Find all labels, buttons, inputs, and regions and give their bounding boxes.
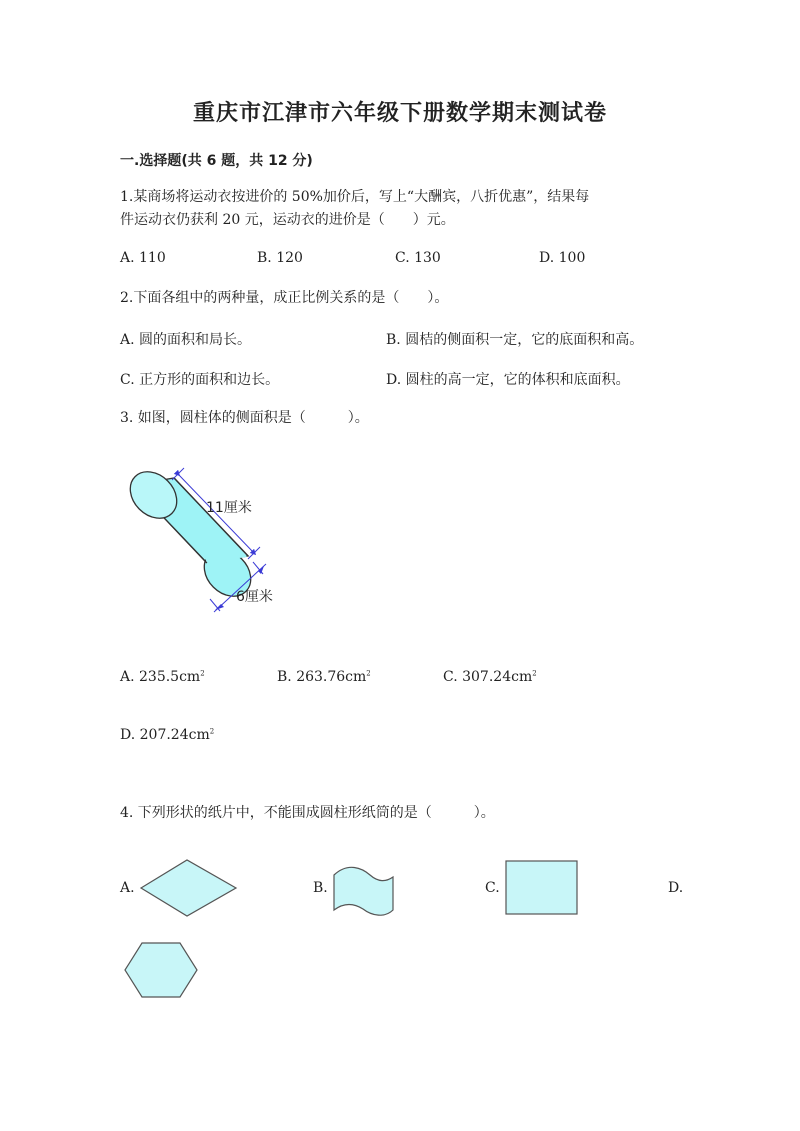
- page-title: 重庆市江津市六年级下册数学期末测试卷: [192, 101, 607, 126]
- q1-option-d[interactable]: D. 100: [539, 250, 586, 266]
- section-heading: 一.选择题(共 6 题，共 12 分): [120, 153, 313, 169]
- q1-option-c[interactable]: C. 130: [395, 250, 441, 266]
- question-4: 4. 下列形状的纸片中，不能围成圆柱形纸筒的是（ ）。: [120, 805, 495, 821]
- unit-superscript: 2: [532, 669, 537, 678]
- q4-option-d[interactable]: D.: [668, 880, 684, 896]
- unit-superscript: 2: [209, 727, 215, 736]
- q4-option-a[interactable]: A.: [120, 880, 135, 896]
- diameter-label: 6厘米: [236, 589, 273, 605]
- question-2: 2.下面各组中的两种量，成正比例关系的是（ ）。: [120, 290, 449, 306]
- q1-option-b[interactable]: B. 120: [257, 250, 303, 266]
- rhombus-shape: [141, 860, 236, 916]
- question-1-line-1: 1.某商场将运动衣按进价的 50%加价后，写上“大酬宾，八折优惠”，结果每: [120, 189, 590, 205]
- q2-option-d[interactable]: D. 圆柱的高一定，它的体积和底面积。: [386, 372, 630, 388]
- q3-option-a-text: A. 235.5cm: [120, 669, 201, 685]
- rectangle-shape: [506, 861, 577, 914]
- hexagon-shape: [125, 943, 197, 997]
- unit-superscript: 2: [366, 669, 371, 678]
- q3-option-b-text: B. 263.76cm: [277, 669, 367, 685]
- unit-superscript: 2: [200, 669, 205, 678]
- q4-option-b[interactable]: B.: [313, 880, 328, 896]
- q1-option-a[interactable]: A. 110: [120, 250, 166, 266]
- q4-option-c[interactable]: C.: [485, 880, 500, 896]
- question-3: 3. 如图，圆柱体的侧面积是（ ）。: [120, 410, 369, 426]
- q3-option-c-text: C. 307.24cm: [443, 669, 533, 685]
- question-1-line-2: 件运动衣仍获利 20 元，运动衣的进价是（ ）元。: [120, 212, 455, 228]
- length-label: 11厘米: [206, 500, 252, 516]
- wavy-rectangle-shape: [334, 867, 393, 915]
- q2-option-b[interactable]: B. 圆桔的侧面积一定，它的底面积和高。: [386, 332, 644, 348]
- q3-option-d-text: D. 207.24cm: [120, 727, 210, 743]
- q2-option-c[interactable]: C. 正方形的面积和边长。: [120, 372, 280, 388]
- q2-option-a[interactable]: A. 圆的面积和局长。: [120, 332, 252, 348]
